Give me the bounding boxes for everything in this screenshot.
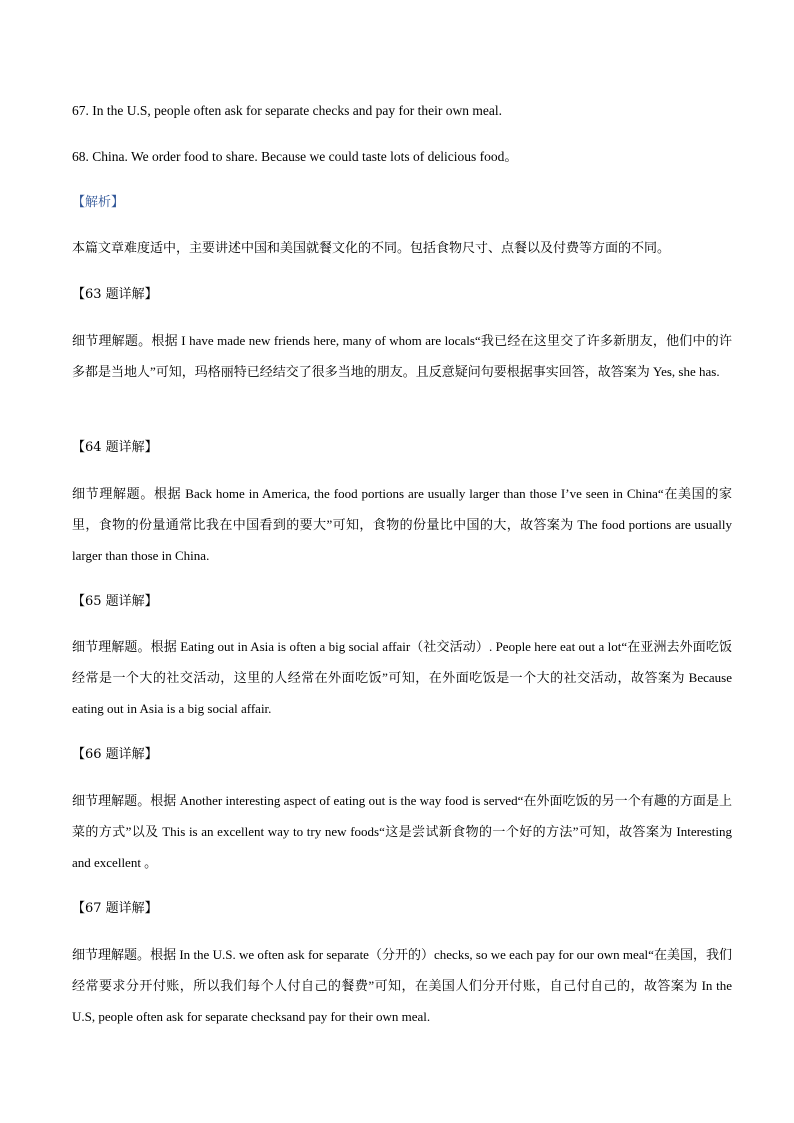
- detail-heading-63: 【63 题详解】: [72, 287, 158, 302]
- detail-text-65: 细节理解题。根据 Eating out in Asia is often a big social affair（社交活动）. People here eat out a lot“在亚洲去外面吃饭经常是一个大的社交活动，这里的人经常在外面吃饭”可知，在外面吃饭是一个大的社交活动，故答案为 Because eating out in Asia is a big social affair.: [72, 639, 732, 716]
- detail-heading-65: 【65 题详解】: [72, 594, 158, 609]
- analysis-label: 【解析】: [72, 195, 125, 210]
- answer-68: 68. China. We order food to share. Because we could taste lots of delicious food。: [72, 149, 518, 164]
- detail-heading-67: 【67 题详解】: [72, 901, 158, 916]
- detail-heading-64: 【64 题详解】: [72, 440, 158, 455]
- answer-67: 67. In the U.S, people often ask for separate checks and pay for their own meal.: [72, 103, 502, 118]
- detail-text-63: 细节理解题。根据 I have made new friends here, many of whom are locals“我已经在这里交了许多新朋友，他们中的许多都是当地人”可知，玛格丽特已经结交了很多当地的朋友。且反意疑问句要根据事实回答，故答案为 Yes, she has.: [72, 333, 732, 379]
- detail-text-64: 细节理解题。根据 Back home in America, the food portions are usually larger than those I’ve seen in China“在美国的家里，食物的份量通常比我在中国看到的要大”可知，食物的份量比中国的大，故答案为 The food portions are usually larger than those in China.: [72, 486, 732, 563]
- summary-text: 本篇文章难度适中，主要讲述中国和美国就餐文化的不同。包括食物尺寸、点餐以及付费等方面的不同。: [72, 241, 671, 256]
- detail-text-66: 细节理解题。根据 Another interesting aspect of eating out is the way food is served“在外面吃饭的另一个有趣的方面是上菜的方式”以及 This is an excellent way to try new foods“这是尝试新食物的一个好的方法”可知，故答案为 Interesting and excellent 。: [72, 793, 732, 870]
- detail-text-67: 细节理解题。根据 In the U.S. we often ask for separate（分开的）checks, so we each pay for our own meal“在美国，我们经常要求分开付账，所以我们每个人付自己的餐费”可知，在美国人们分开付账，自己付自己的，故答案为 In the U.S, people often ask for separate checksand pay for their own meal.: [72, 947, 732, 1024]
- detail-heading-66: 【66 题详解】: [72, 747, 158, 762]
